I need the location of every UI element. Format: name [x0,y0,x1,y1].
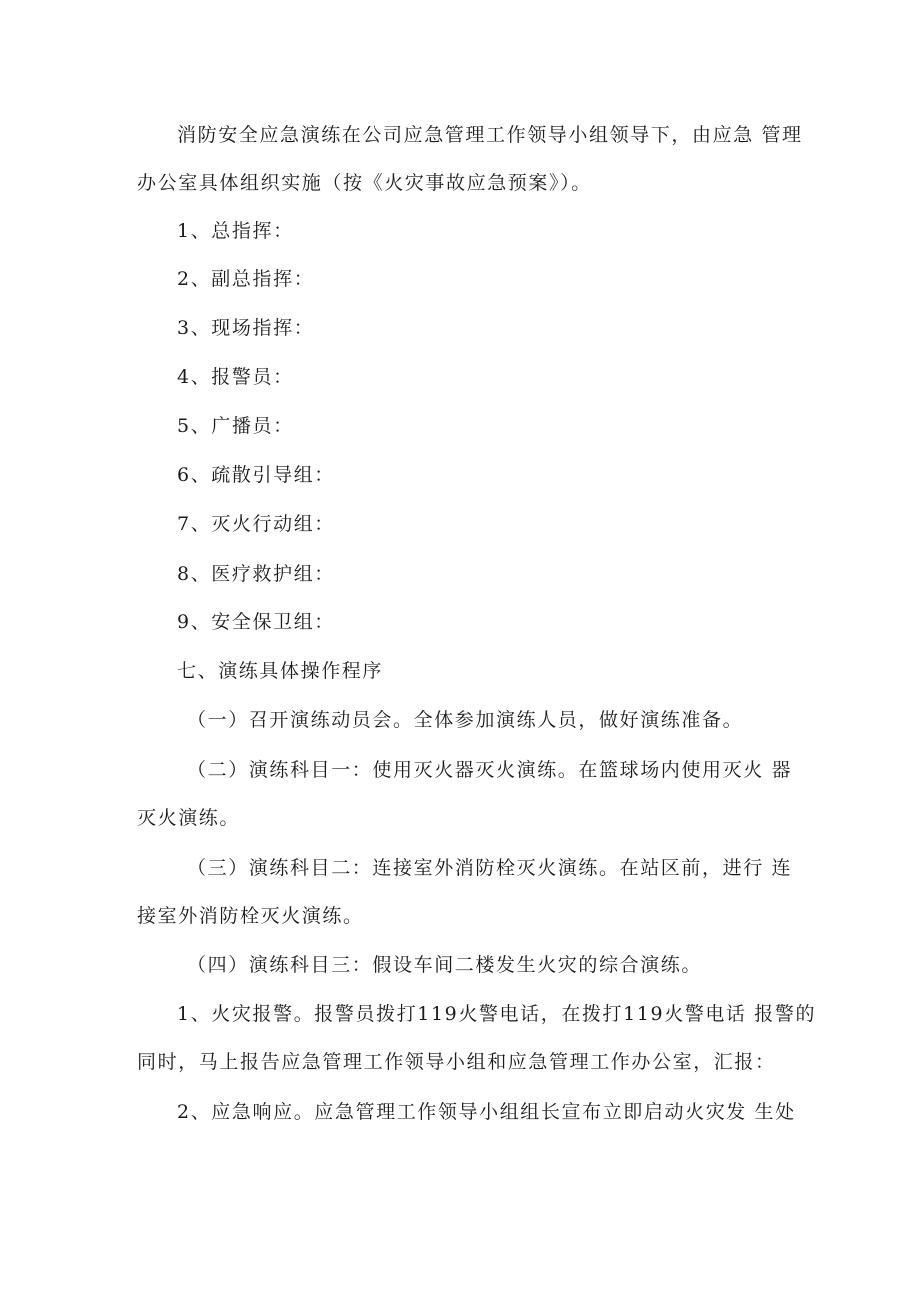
step-4-heading: （四）演练科目三：假设车间二楼发生火灾的综合演练。 [187,954,703,976]
role-site-commander: 3、现场指挥： [177,317,315,339]
step-2-line-1: （二）演练科目一：使用灭火器灭火演练。在篮球场内使用灭火 器 [187,759,793,781]
role-medical-group: 8、医疗救护组： [177,563,335,585]
item-fire-alarm-line-2: 同时，马上报告应急管理工作领导小组和应急管理工作办公室，汇报： [137,1051,776,1073]
step-3-line-2: 接室外消防栓灭火演练。 [137,905,364,927]
paragraph-intro-line-2: 办公室具体组织实施（按《火灾事故应急预案》）。 [137,172,592,194]
role-broadcaster: 5、广播员： [177,415,294,437]
step-1-mobilization: （一）召开演练动员会。全体参加演练人员，做好演练准备。 [187,709,744,731]
role-chief-commander: 1、总指挥： [177,220,294,242]
step-2-line-2: 灭火演练。 [137,807,241,829]
section-heading-procedure: 七、演练具体操作程序 [177,660,384,682]
role-firefighting-group: 7、灭火行动组： [177,513,335,535]
role-evacuation-group: 6、疏散引导组： [177,464,335,486]
role-alarm-reporter: 4、报警员： [177,366,294,388]
role-deputy-commander: 2、副总指挥： [177,268,315,290]
role-security-group: 9、安全保卫组： [177,611,335,633]
step-3-line-1: （三）演练科目二：连接室外消防栓灭火演练。在站区前，进行 连 [187,857,793,879]
item-fire-alarm-line-1: 1、火灾报警。报警员拨打119火警电话，在拨打119火警电话 报警的 [177,1003,817,1025]
item-emergency-response-line-1: 2、应急响应。应急管理工作领导小组组长宣布立即启动火灾发 生处 [177,1101,796,1123]
paragraph-intro-line-1: 消防安全应急演练在公司应急管理工作领导小组领导下，由应急 管理 [177,124,803,146]
